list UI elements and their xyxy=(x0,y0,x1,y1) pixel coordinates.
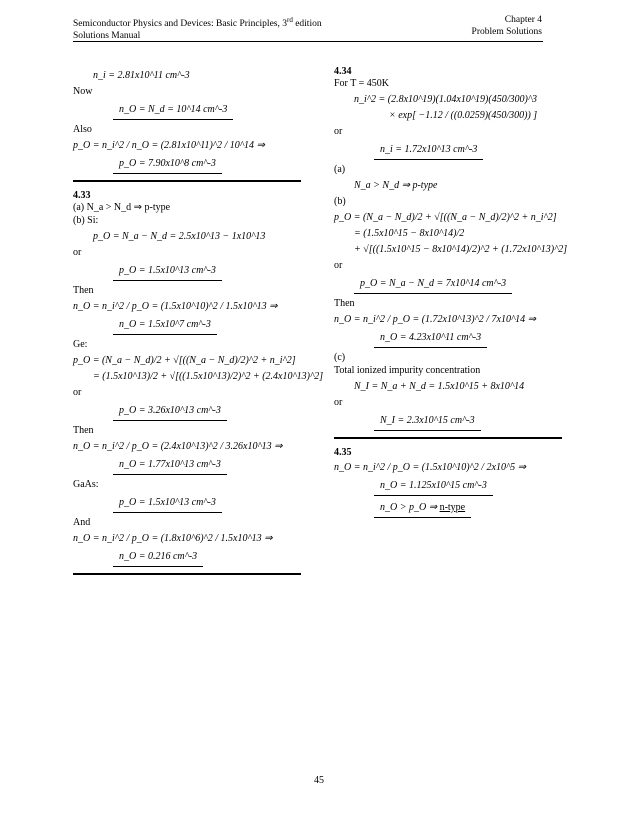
eq-ni-result: n_i = 1.72x10^13 cm^-3 xyxy=(374,141,483,160)
eq-ge-no-expr: n_O = n_i^2 / p_O = (2.4x10^13)^2 / 3.26x10^13 ⇒ xyxy=(73,441,283,452)
header-book-title: Semiconductor Physics and Devices: Basic Principles, 3rd edition xyxy=(73,16,322,30)
eq-si-no-expr: n_O = n_i^2 / p_O = (1.5x10^10)^2 / 1.5x10^13 ⇒ xyxy=(73,301,278,312)
eq-po-num2: + √[((1.5x10^15 − 8x10^14)/2)^2 + (1.72x10^13)^2] xyxy=(354,244,568,255)
eq-ge-po-result: p_O = 3.26x10^13 cm^-3 xyxy=(113,402,227,421)
text-and: And xyxy=(73,517,91,528)
part-c-434: (c) xyxy=(334,352,346,363)
eq-gaas-po: p_O = 1.5x10^13 cm^-3 xyxy=(113,494,222,513)
header-left xyxy=(73,14,322,42)
eq-ni2-expr: n_i^2 = (2.8x10^19)(1.04x10^19)(450/300)^3 xyxy=(354,94,538,105)
ntype-conclusion: n-type xyxy=(439,502,466,513)
part-a-434: (a) xyxy=(334,164,346,175)
eq-no-result-435: n_O = 1.125x10^15 cm^-3 xyxy=(374,477,493,496)
eq-gaas-no-result: n_O = 0.216 cm^-3 xyxy=(113,548,203,567)
eq-no-gt-po-text: n_O > p_O ⇒ xyxy=(380,502,438,513)
eq-ni2-exp: × exp[ −1.12 / ((0.0259)(450/300)) ] xyxy=(389,110,538,121)
page-number: 45 xyxy=(314,775,324,786)
text-or: or xyxy=(334,126,343,137)
text-ge: Ge: xyxy=(73,339,88,350)
text-then: Then xyxy=(73,285,94,296)
text-or: or xyxy=(73,387,82,398)
text-or: or xyxy=(334,260,343,271)
header-chapter: Chapter 4 xyxy=(504,15,542,25)
eq-po-expr: p_O = n_i^2 / n_O = (2.81x10^11)^2 / 10^14 ⇒ xyxy=(73,140,265,151)
text-total-ionized: Total ionized impurity concentration xyxy=(334,365,481,376)
eq-no-result-434: n_O = 4.23x10^11 cm^-3 xyxy=(374,329,487,348)
right-column xyxy=(334,66,568,521)
eq-ge-no-result: n_O = 1.77x10^13 cm^-3 xyxy=(113,456,227,475)
header-problem-solutions: Problem Solutions xyxy=(471,27,542,37)
text-now: Now xyxy=(73,86,93,97)
eq-no-expr-435: n_O = n_i^2 / p_O = (1.5x10^10)^2 / 2x10^5 ⇒ xyxy=(334,462,527,473)
part-a-433: (a) N_a > N_d ⇒ p-type xyxy=(73,202,171,213)
header-manual: Solutions Manual xyxy=(73,31,141,42)
left-column xyxy=(73,66,324,581)
eq-po-general: p_O = (N_a − N_d)/2 + √[((N_a − N_d)/2)^2 + n_i^2] xyxy=(334,212,557,223)
text-or: or xyxy=(334,397,343,408)
eq-po-result: p_O = 7.90x10^8 cm^-3 xyxy=(113,155,222,174)
eq-si-po: p_O = N_a − N_d = 2.5x10^13 − 1x10^13 xyxy=(93,231,266,242)
text-then: Then xyxy=(73,425,94,436)
text-then: Then xyxy=(334,298,355,309)
eq-ni: n_i = 2.81x10^11 cm^-3 xyxy=(93,70,190,81)
text-also: Also xyxy=(73,124,92,135)
eq-po-num1: = (1.5x10^15 − 8x10^14)/2 xyxy=(354,228,465,239)
header-rule xyxy=(73,41,543,42)
eq-po-result-434: p_O = N_a − N_d = 7x10^14 cm^-3 xyxy=(354,275,512,294)
problem-4-35-title: 4.35 xyxy=(334,447,352,458)
problem-4-33-title: 4.33 xyxy=(73,190,91,201)
eq-ni-total: N_I = N_a + N_d = 1.5x10^15 + 8x10^14 xyxy=(354,381,525,392)
section-rule xyxy=(73,573,301,575)
problem-4-34-title: 4.34 xyxy=(334,66,352,77)
eq-ge-po-expr: p_O = (N_a − N_d)/2 + √[((N_a − N_d)/2)^2 + n_i^2] xyxy=(73,355,296,366)
eq-no-gt-po xyxy=(374,499,471,518)
part-b-433: (b) Si: xyxy=(73,215,99,226)
eq-si-po-result: p_O = 1.5x10^13 cm^-3 xyxy=(113,262,222,281)
section-rule xyxy=(73,180,301,182)
eq-ni-total-result: N_I = 2.3x10^15 cm^-3 xyxy=(374,412,481,431)
eq-ge-po-num: = (1.5x10^13)/2 + √[((1.5x10^13)/2)^2 + (2.4x10^13)^2] xyxy=(93,371,324,382)
text-or: or xyxy=(73,247,82,258)
eq-na-gt-nd: N_a > N_d ⇒ p-type xyxy=(354,180,438,191)
eq-no-expr-434: n_O = n_i^2 / p_O = (1.72x10^13)^2 / 7x10^14 ⇒ xyxy=(334,314,537,325)
eq-si-no-result: n_O = 1.5x10^7 cm^-3 xyxy=(113,316,217,335)
part-b-434: (b) xyxy=(334,196,346,207)
section-rule xyxy=(334,437,562,439)
text-gaas: GaAs: xyxy=(73,479,99,490)
eq-gaas-no-expr: n_O = n_i^2 / p_O = (1.8x10^6)^2 / 1.5x10^13 ⇒ xyxy=(73,533,273,544)
eq-no-nd: n_O = N_d = 10^14 cm^-3 xyxy=(113,101,233,120)
header-right xyxy=(472,14,542,38)
text-for-t: For T = 450K xyxy=(334,78,389,89)
